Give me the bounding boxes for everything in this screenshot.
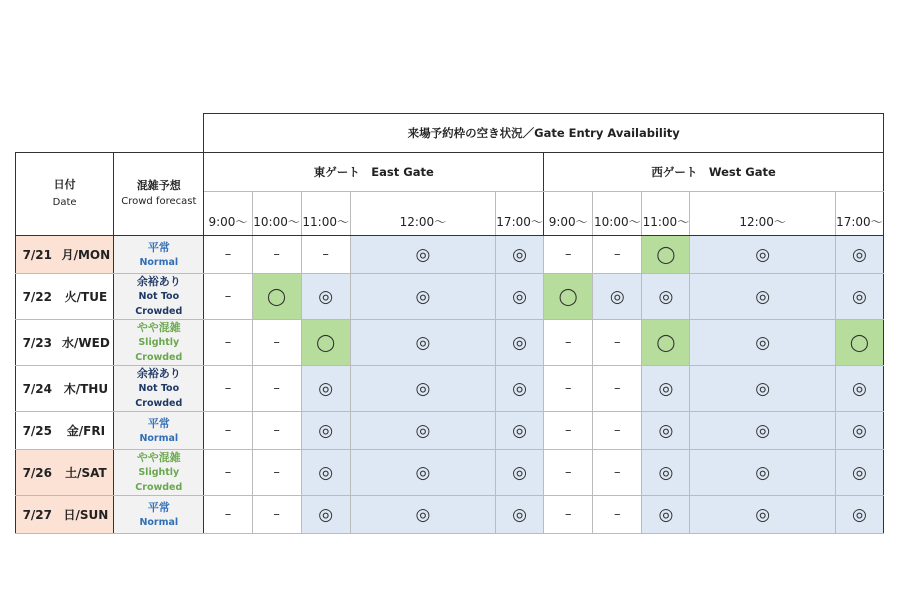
date-day: 7/22 xyxy=(16,274,59,320)
dash-mark: – xyxy=(614,381,621,396)
west-slot-none xyxy=(544,450,593,496)
dash-mark: – xyxy=(273,423,280,438)
crowd-forecast-en: Normal xyxy=(139,256,179,268)
double-circle-icon: ◎ xyxy=(415,504,431,525)
west-slot-available xyxy=(835,412,883,450)
double-circle-icon: ◎ xyxy=(851,378,867,399)
dash-mark: – xyxy=(224,423,232,438)
crowd-forecast-jp: やや混雑 xyxy=(136,451,181,464)
crowd-forecast-jp: 平常 xyxy=(147,416,170,430)
date-weekday: 木/THU xyxy=(59,366,114,412)
dash-mark: – xyxy=(224,465,232,480)
double-circle-icon: ◎ xyxy=(755,286,771,307)
crowd-forecast-jp: 余裕あり xyxy=(136,275,181,288)
west-slot-none xyxy=(593,320,642,366)
west-slot-none xyxy=(593,496,642,534)
east-slot-available xyxy=(496,450,544,496)
double-circle-icon: ◎ xyxy=(415,420,431,441)
west-slot-limited xyxy=(642,320,690,366)
east-slot-none xyxy=(252,496,301,534)
east-slot-limited xyxy=(252,274,301,320)
west-time-header: 10:00～ xyxy=(593,192,642,236)
west-slot-available xyxy=(690,412,835,450)
dash-mark: – xyxy=(564,247,572,262)
east-slot-available xyxy=(301,450,350,496)
circle-icon: ◯ xyxy=(849,332,869,353)
crowd-forecast-en: Slightly Crowded xyxy=(135,467,183,493)
east-slot-available xyxy=(496,496,544,534)
date-weekday: 月/MON xyxy=(59,236,114,274)
east-time-header: 9:00～ xyxy=(204,192,252,236)
dash-mark: – xyxy=(273,335,280,350)
dash-mark: – xyxy=(564,507,572,522)
west-slot-none xyxy=(593,236,642,274)
east-slot-none xyxy=(204,236,252,274)
crowd-forecast xyxy=(114,496,204,534)
west-time-header: 17:00～ xyxy=(835,192,883,236)
double-circle-icon: ◎ xyxy=(512,286,528,307)
double-circle-icon: ◎ xyxy=(512,244,528,265)
crowd-forecast xyxy=(114,236,204,274)
dash-mark: – xyxy=(614,335,621,350)
double-circle-icon: ◎ xyxy=(318,462,334,483)
date-weekday: 火/TUE xyxy=(59,274,114,320)
blank-corner xyxy=(16,114,204,153)
double-circle-icon: ◎ xyxy=(851,244,867,265)
west-slot-available xyxy=(690,274,835,320)
dash-mark: – xyxy=(564,423,572,438)
west-slot-none xyxy=(544,412,593,450)
west-slot-available xyxy=(690,366,835,412)
east-slot-none xyxy=(204,496,252,534)
west-slot-available xyxy=(593,274,642,320)
east-time-header: 12:00～ xyxy=(350,192,495,236)
double-circle-icon: ◎ xyxy=(658,504,674,525)
date-day: 7/27 xyxy=(16,496,59,534)
west-slot-none xyxy=(544,236,593,274)
double-circle-icon: ◎ xyxy=(415,462,431,483)
circle-icon: ◯ xyxy=(316,332,336,353)
double-circle-icon: ◎ xyxy=(658,286,674,307)
west-slot-available xyxy=(642,450,690,496)
double-circle-icon: ◎ xyxy=(318,378,334,399)
west-slot-none xyxy=(593,366,642,412)
crowd-forecast xyxy=(114,366,204,412)
double-circle-icon: ◎ xyxy=(415,286,431,307)
east-slot-available xyxy=(350,236,495,274)
dash-mark: – xyxy=(224,289,232,304)
dash-mark: – xyxy=(564,465,572,480)
dash-mark: – xyxy=(614,423,621,438)
dash-mark: – xyxy=(273,247,280,262)
east-slot-none xyxy=(204,274,252,320)
dash-mark: – xyxy=(614,247,621,262)
double-circle-icon: ◎ xyxy=(609,286,625,307)
east-slot-none xyxy=(252,450,301,496)
east-slot-available xyxy=(350,366,495,412)
circle-icon: ◯ xyxy=(267,286,287,307)
date-day: 7/26 xyxy=(16,450,59,496)
west-slot-none xyxy=(593,450,642,496)
crowd-forecast-en: Normal xyxy=(139,516,179,528)
crowd-label-en: Crowd forecast xyxy=(121,196,197,207)
east-slot-available xyxy=(350,274,495,320)
date-day: 7/23 xyxy=(16,320,59,366)
east-time-header: 10:00～ xyxy=(252,192,301,236)
east-slot-available xyxy=(496,366,544,412)
east-slot-available xyxy=(496,412,544,450)
east-slot-available xyxy=(350,450,495,496)
double-circle-icon: ◎ xyxy=(755,504,771,525)
east-slot-available xyxy=(301,366,350,412)
date-weekday: 土/SAT xyxy=(59,450,114,496)
east-slot-available xyxy=(301,274,350,320)
date-day: 7/25 xyxy=(16,412,59,450)
crowd-forecast-jp: 余裕あり xyxy=(136,367,181,380)
double-circle-icon: ◎ xyxy=(415,378,431,399)
dash-mark: – xyxy=(564,381,572,396)
dash-mark: – xyxy=(273,507,280,522)
dash-mark: – xyxy=(224,247,232,262)
east-slot-available xyxy=(350,412,495,450)
table-title: 来場予約枠の空き状況／Gate Entry Availability xyxy=(204,114,884,153)
west-slot-available xyxy=(690,496,835,534)
crowd-label-jp: 混雑予想 xyxy=(136,179,181,192)
east-slot-available xyxy=(496,320,544,366)
double-circle-icon: ◎ xyxy=(755,420,771,441)
west-slot-available xyxy=(835,274,883,320)
west-slot-available xyxy=(642,496,690,534)
double-circle-icon: ◎ xyxy=(755,332,771,353)
date-weekday: 日/SUN xyxy=(59,496,114,534)
date-weekday: 金/FRI xyxy=(59,412,114,450)
west-slot-available xyxy=(690,450,835,496)
crowd-forecast xyxy=(114,274,204,320)
double-circle-icon: ◎ xyxy=(415,332,431,353)
table-row xyxy=(16,412,884,450)
double-circle-icon: ◎ xyxy=(512,420,528,441)
west-slot-available xyxy=(690,236,835,274)
table-row xyxy=(16,236,884,274)
dash-mark: – xyxy=(614,465,621,480)
double-circle-icon: ◎ xyxy=(658,378,674,399)
west-slot-available xyxy=(642,274,690,320)
double-circle-icon: ◎ xyxy=(512,378,528,399)
dash-mark: – xyxy=(224,507,232,522)
double-circle-icon: ◎ xyxy=(658,420,674,441)
double-circle-icon: ◎ xyxy=(755,378,771,399)
crowd-forecast-jp: やや混雑 xyxy=(136,321,181,334)
west-slot-none xyxy=(544,496,593,534)
west-time-header: 12:00～ xyxy=(690,192,835,236)
double-circle-icon: ◎ xyxy=(512,462,528,483)
west-slot-none xyxy=(544,366,593,412)
double-circle-icon: ◎ xyxy=(512,332,528,353)
west-slot-limited xyxy=(835,320,883,366)
crowd-forecast xyxy=(114,412,204,450)
table-row xyxy=(16,366,884,412)
west-slot-available xyxy=(835,236,883,274)
east-slot-none xyxy=(204,412,252,450)
west-slot-none xyxy=(544,320,593,366)
west-slot-available xyxy=(835,366,883,412)
date-column-header xyxy=(16,153,114,236)
double-circle-icon: ◎ xyxy=(318,504,334,525)
dash-mark: – xyxy=(224,381,232,396)
double-circle-icon: ◎ xyxy=(512,504,528,525)
double-circle-icon: ◎ xyxy=(851,504,867,525)
double-circle-icon: ◎ xyxy=(755,462,771,483)
east-slot-none xyxy=(204,366,252,412)
date-weekday: 水/WED xyxy=(59,320,114,366)
dash-mark: – xyxy=(614,507,621,522)
east-time-header: 11:00～ xyxy=(301,192,350,236)
double-circle-icon: ◎ xyxy=(851,286,867,307)
crowd-forecast-en: Not Too Crowded xyxy=(135,383,183,409)
double-circle-icon: ◎ xyxy=(318,286,334,307)
west-slot-available xyxy=(642,412,690,450)
crowd-forecast xyxy=(114,450,204,496)
circle-icon: ◯ xyxy=(656,332,676,353)
west-slot-none xyxy=(593,412,642,450)
east-slot-none xyxy=(204,450,252,496)
double-circle-icon: ◎ xyxy=(658,462,674,483)
table-row xyxy=(16,320,884,366)
west-gate-header: 西ゲート West Gate xyxy=(544,153,884,192)
double-circle-icon: ◎ xyxy=(851,420,867,441)
east-gate-header: 東ゲート East Gate xyxy=(204,153,544,192)
east-slot-available xyxy=(350,496,495,534)
east-slot-available xyxy=(301,412,350,450)
west-slot-limited xyxy=(642,236,690,274)
east-slot-available xyxy=(496,236,544,274)
crowd-forecast-en: Normal xyxy=(139,432,179,444)
table-row xyxy=(16,496,884,534)
west-time-header: 9:00～ xyxy=(544,192,593,236)
date-label-en: Date xyxy=(52,197,77,208)
east-slot-limited xyxy=(301,320,350,366)
east-slot-none xyxy=(252,320,301,366)
west-slot-available xyxy=(690,320,835,366)
crowd-forecast-jp: 平常 xyxy=(147,500,170,514)
double-circle-icon: ◎ xyxy=(755,244,771,265)
east-slot-none xyxy=(252,412,301,450)
circle-icon: ◯ xyxy=(558,286,578,307)
crowd-forecast-jp: 平常 xyxy=(147,240,170,254)
west-slot-available xyxy=(835,496,883,534)
west-slot-available xyxy=(835,450,883,496)
crowd-forecast-en: Slightly Crowded xyxy=(135,337,183,363)
double-circle-icon: ◎ xyxy=(318,420,334,441)
crowd-column-header xyxy=(114,153,204,236)
circle-icon: ◯ xyxy=(656,244,676,265)
table-row xyxy=(16,450,884,496)
crowd-forecast xyxy=(114,320,204,366)
dash-mark: – xyxy=(224,335,232,350)
east-slot-available xyxy=(350,320,495,366)
table-row xyxy=(16,274,884,320)
west-slot-limited xyxy=(544,274,593,320)
date-day: 7/24 xyxy=(16,366,59,412)
west-time-header: 11:00～ xyxy=(642,192,690,236)
availability-table xyxy=(15,113,884,534)
east-slot-none xyxy=(252,236,301,274)
east-slot-available xyxy=(496,274,544,320)
dash-mark: – xyxy=(322,247,329,262)
east-slot-none xyxy=(301,236,350,274)
date-day: 7/21 xyxy=(16,236,59,274)
double-circle-icon: ◎ xyxy=(415,244,431,265)
east-slot-none xyxy=(252,366,301,412)
dash-mark: – xyxy=(273,381,280,396)
crowd-forecast-en: Not Too Crowded xyxy=(135,291,183,317)
east-slot-none xyxy=(204,320,252,366)
dash-mark: – xyxy=(564,335,572,350)
east-time-header: 17:00～ xyxy=(496,192,544,236)
table-body xyxy=(16,236,884,534)
date-label-jp: 日付 xyxy=(53,178,76,191)
west-slot-available xyxy=(642,366,690,412)
dash-mark: – xyxy=(273,465,280,480)
double-circle-icon: ◎ xyxy=(851,462,867,483)
east-slot-available xyxy=(301,496,350,534)
